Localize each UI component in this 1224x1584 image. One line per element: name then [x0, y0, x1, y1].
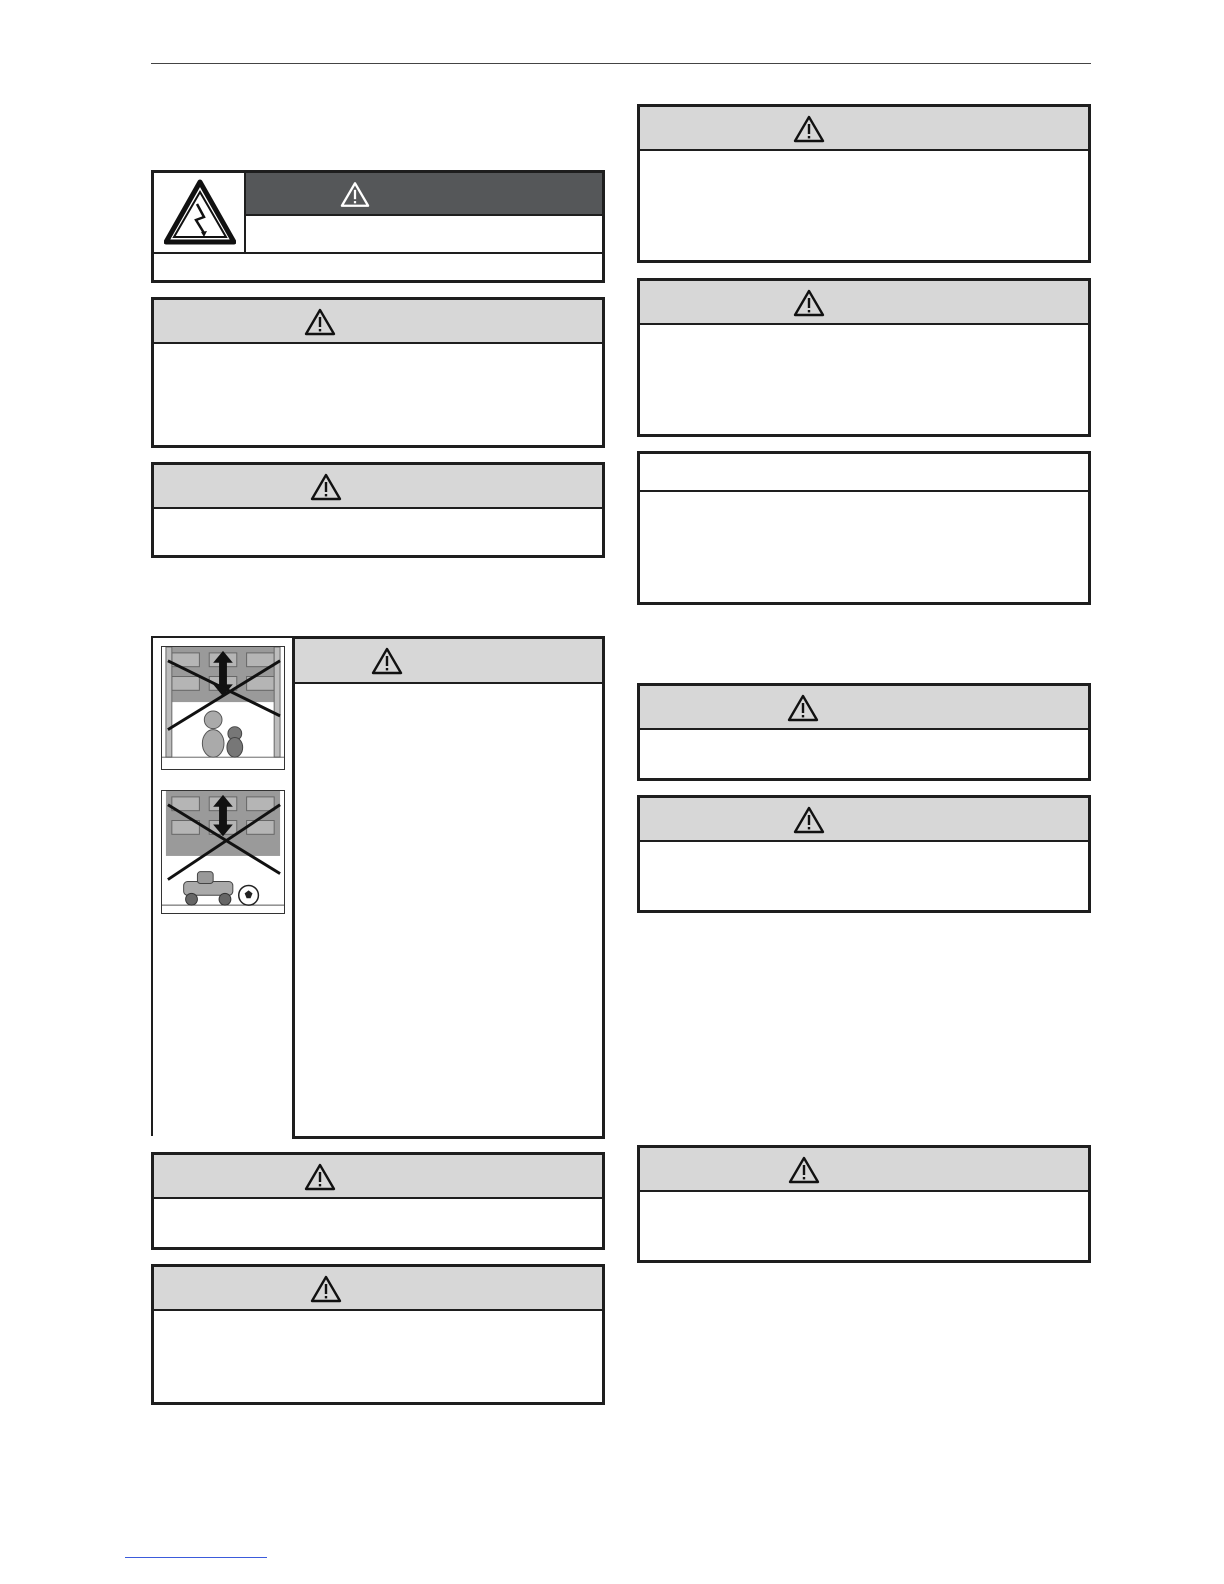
warning-header: [640, 686, 1088, 730]
warning-triangle-icon: [793, 806, 825, 834]
children-warning-box: [292, 636, 605, 1139]
warning-box: [637, 795, 1091, 913]
warning-header: [640, 281, 1088, 325]
warning-box: [151, 1152, 605, 1250]
warning-triangle-icon: [787, 694, 819, 722]
warning-header: [154, 300, 602, 344]
warning-header: [154, 1267, 602, 1311]
danger-subheader: [246, 216, 602, 252]
header-rule: [151, 63, 1091, 64]
high-voltage-icon: [164, 179, 236, 245]
warning-triangle-icon: [793, 115, 825, 143]
warning-header: [640, 798, 1088, 842]
child-under-door-illustration: [161, 646, 285, 770]
notice-header: [640, 454, 1088, 492]
danger-header: [246, 173, 602, 216]
warning-triangle-icon: [793, 289, 825, 317]
notice-box: [637, 451, 1091, 605]
danger-body: [154, 252, 602, 280]
warning-triangle-icon: [304, 1163, 336, 1191]
warning-triangle-icon: [788, 1156, 820, 1184]
warning-header: [154, 1155, 602, 1199]
warning-header: [154, 465, 602, 509]
electrical-danger-box: [151, 170, 605, 283]
warning-box: [151, 462, 605, 558]
warning-box: [637, 1145, 1091, 1263]
warning-header: [640, 1148, 1088, 1192]
children-safety-section: [151, 636, 605, 1139]
warning-box: [637, 104, 1091, 263]
footer-link-rule: [125, 1557, 267, 1558]
warning-box: [151, 297, 605, 448]
warning-triangle-icon: [340, 181, 370, 208]
high-voltage-icon-cell: [154, 173, 246, 252]
warning-header: [640, 107, 1088, 151]
warning-triangle-icon: [371, 647, 403, 675]
warning-triangle-icon: [310, 1275, 342, 1303]
warning-box: [637, 278, 1091, 437]
warning-triangle-icon: [304, 308, 336, 336]
warning-header: [295, 639, 602, 684]
warning-triangle-icon: [310, 473, 342, 501]
warning-box: [151, 1264, 605, 1405]
warning-box: [637, 683, 1091, 781]
toys-under-door-illustration: [161, 790, 285, 914]
